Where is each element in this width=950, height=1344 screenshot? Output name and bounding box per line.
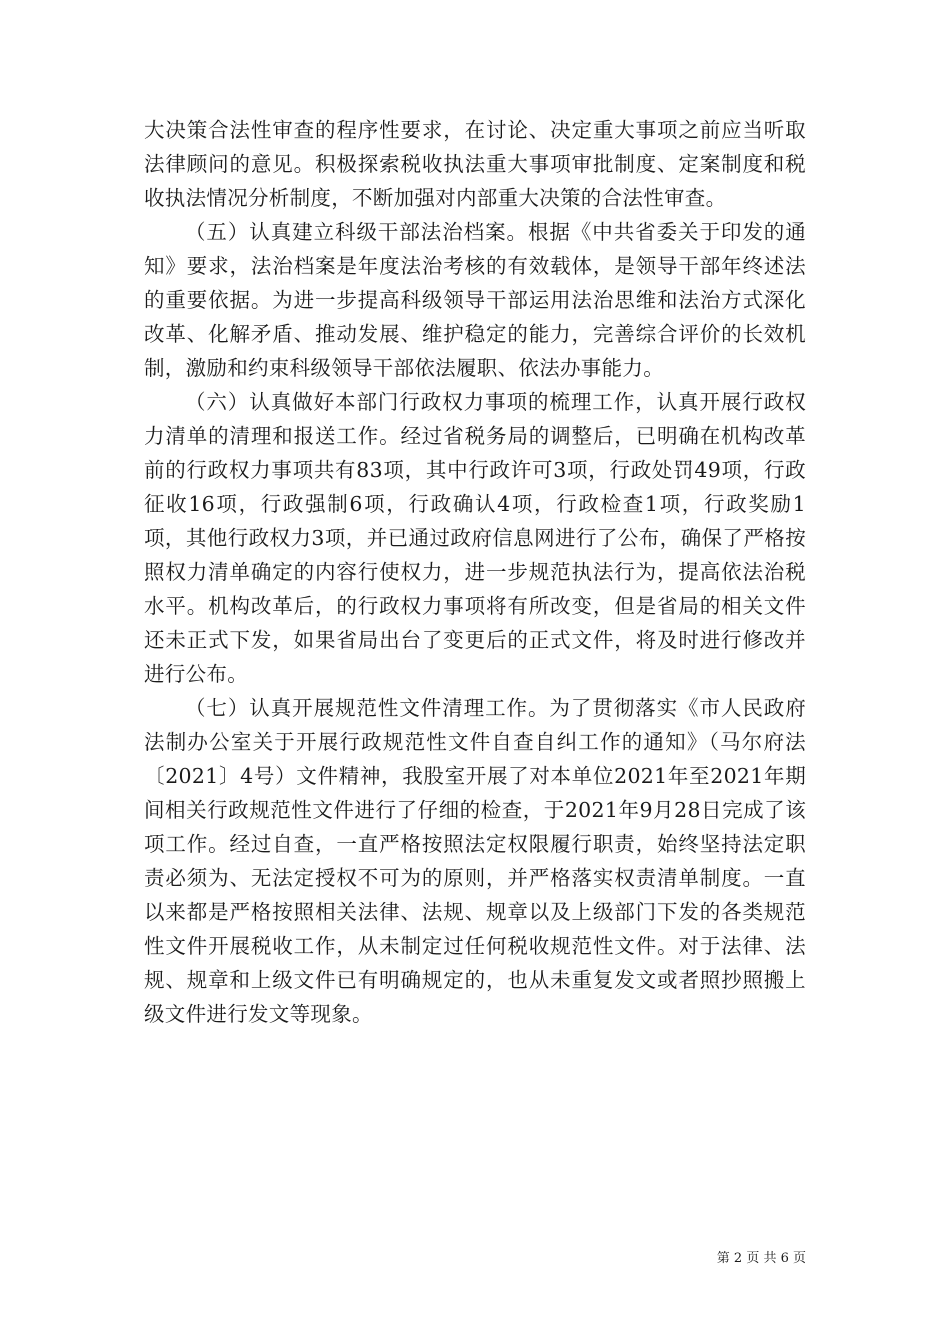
page-number-footer: 第 2 页 共 6 页	[716, 1251, 806, 1266]
paragraph-section-6: （六）认真做好本部门行政权力事项的梳理工作，认真开展行政权力清单的清理和报送工作。经过省税务局的调整后，已明确在机构改革前的行政权力事项共有83项，其中行政许可3项，行政处罚49项，行政征收16项，行政强制6项，行政确认4项，行政检查1项，行政奖励1项，其他行政权力3项，并已通过政府信息网进行了公布，确保了严格按照权力清单确定的内容行使权力，进一步规范执法行为，提高依法治税水平。机构改革后，的行政权力事项将有所改变，但是省局的相关文件还未正式下发，如果省局出台了变更后的正式文件，将及时进行修改并进行公布。	[144, 390, 806, 686]
paragraph-continuation: 大决策合法性审查的程序性要求，在讨论、决定重大事项之前应当听取法律顾问的意见。积极探索税收执法重大事项审批制度、定案制度和税收执法情况分析制度，不断加强对内部重大决策的合法性审查。	[144, 118, 806, 210]
document-body	[144, 113, 806, 1031]
paragraph-section-7: （七）认真开展规范性文件清理工作。为了贯彻落实《市人民政府法制办公室关于开展行政规范性文件自查自纠工作的通知》（马尔府法〔2021〕4号）文件精神，我股室开展了对本单位2021年至2021年期间相关行政规范性文件进行了仔细的检查，于2021年9月28日完成了该项工作。经过自查，一直严格按照法定权限履行职责，始终坚持法定职责必须为、无法定授权不可为的原则，并严格落实权责清单制度。一直以来都是严格按照相关法律、法规、规章以及上级部门下发的各类规范性文件开展税收工作，从未制定过任何税收规范性文件。对于法律、法规、规章和上级文件已有明确规定的，也从未重复发文或者照抄照搬上级文件进行发文等现象。	[144, 696, 806, 1026]
paragraph-section-5: （五）认真建立科级干部法治档案。根据《中共省委关于印发的通知》要求，法治档案是年度法治考核的有效载体，是领导干部年终述法的重要依据。为进一步提高科级领导干部运用法治思维和法治方式深化改革、化解矛盾、推动发展、维护稳定的能力，完善综合评价的长效机制，激励和约束科级领导干部依法履职、依法办事能力。	[144, 220, 806, 380]
